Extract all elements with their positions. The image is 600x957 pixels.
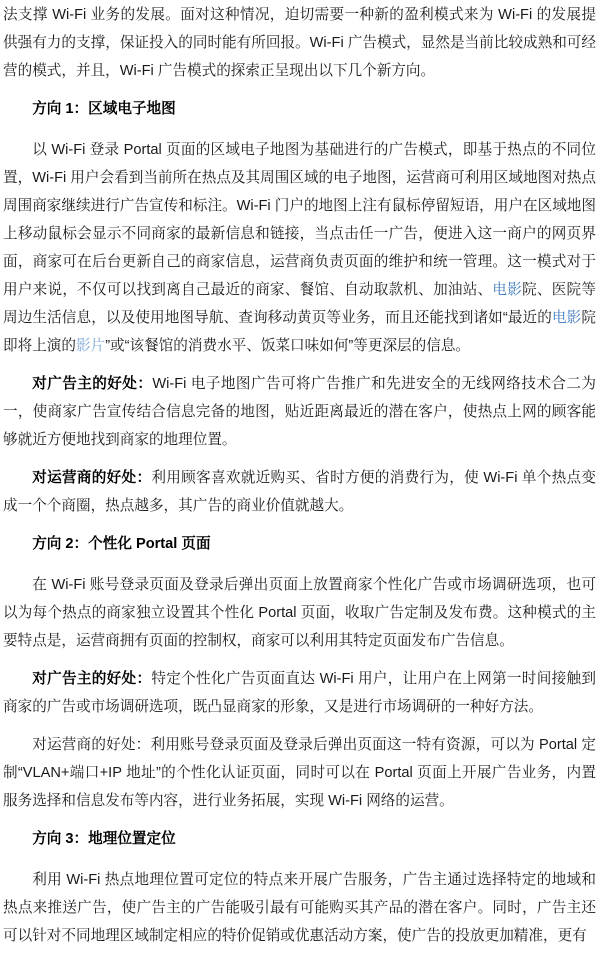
paragraph bbox=[3, 136, 596, 360]
paragraph bbox=[3, 665, 596, 721]
hyperlink[interactable]: 影片 bbox=[75, 338, 106, 354]
text-run: 法支撑 Wi-Fi 业务的发展。面对这种情况，迫切需要一种新的盈利模式来为 Wi-Fi 的发展提供强有力的支撑，保证投入的同时能有所回报。Wi-Fi 广告模式，显然是当前比较成熟和可经营的模式，并且，Wi-Fi 广告模式的探索正呈现出以下几个新方向。 bbox=[3, 7, 596, 79]
text-run: 特定个性化广告页面直达 Wi-Fi 用户，让用户在上网第一时间接触到商家的广告或市场调研选项，既凸显商家的形象，又是进行市场调研的一种好方法。 bbox=[3, 671, 596, 715]
text-run: Wi-Fi 电子地图广告可将广告推广和先进安全的无线网络技术合二为一，使商家广告宣传结合信息完备的地图，贴近距离最近的潜在客户，使热点上网的顾客能够就近方便地找到商家的地理位置。 bbox=[3, 376, 596, 448]
section-heading bbox=[3, 825, 596, 853]
paragraph bbox=[3, 571, 596, 655]
text-run: 以 Wi-Fi 登录 Portal 页面的区域电子地图为基础进行的广告模式，即基于热点的不同位置，Wi-Fi 用户会看到当前所在热点及其周围区域的电子地图，运营商可利用区域地图对热点周围商家继续进行广告宣传和标注。Wi-Fi 门户的地图上注有鼠标停留短语，用户在区域地图上移动鼠标会显示不同商家的最新信息和链接，当点击任一广告，便进入这一商户的网页界面，商家可在后台更新自己的商家信息，运营商负责页面的维护和统一管理。这一模式对于用户来说，不仅可以找到离自己最近的商家、餐馆、自动取款机、加油站、 bbox=[3, 142, 596, 298]
text-run: 院、医院等周边生活信息，以及使用地图导航、查询移动黄页等业务，而且还能找到诸如“最近的 bbox=[3, 282, 596, 326]
text-run: 利用顾客喜欢就近购买、省时方便的消费行为，使 Wi-Fi 单个热点变成一个个商圈，热点越多，其广告的商业价值就越大。 bbox=[3, 470, 596, 514]
bold-lead-in: 对运营商的好处： bbox=[32, 470, 152, 486]
paragraph bbox=[3, 731, 596, 815]
paragraph bbox=[3, 1, 596, 85]
text-run: 在 Wi-Fi 账号登录页面及登录后弹出页面上放置商家个性化广告或市场调研选项，也可以为每个热点的商家独立设置其个性化 Portal 页面，收取广告定制及发布费。这种模式的主要特点是，运营商拥有页面的控制权，商家可以利用其特定页面发布广告信息。 bbox=[3, 577, 596, 649]
text-run: 方向 3：地理位置定位 bbox=[32, 831, 176, 847]
paragraph bbox=[3, 370, 596, 454]
text-run: ”或“该餐馆的消费水平、饭菜口味如何”等更深层的信息。 bbox=[105, 338, 471, 354]
text-run: 方向 2：个性化 Portal 页面 bbox=[32, 536, 211, 552]
hyperlink[interactable]: 电影 bbox=[492, 282, 523, 298]
paragraph bbox=[3, 866, 596, 950]
document-body bbox=[3, 1, 596, 950]
paragraph bbox=[3, 464, 596, 520]
text-run: 院即将上演的 bbox=[3, 310, 596, 354]
text-run: 对运营商的好处：利用账号登录页面及登录后弹出页面这一特有资源，可以为 Portal 定制“VLAN+端口+IP 地址”的个性化认证页面，同时可以在 Portal 页面上开展广告业务，内置服务选择和信息发布等内容，进行业务拓展，实现 Wi-Fi 网络的运营。 bbox=[3, 737, 596, 809]
section-heading bbox=[3, 530, 596, 558]
hyperlink[interactable]: 电影 bbox=[551, 310, 582, 326]
text-run: 利用 Wi-Fi 热点地理位置可定位的特点来开展广告服务，广告主通过选择特定的地域和热点来推送广告，使广告主的广告能吸引最有可能购买其产品的潜在客户。同时，广告主还可以针对不同地理区域制定相应的特价促销或优惠活动方案，使广告的投放更加精准，更有 bbox=[3, 872, 596, 944]
text-run: 方向 1：区域电子地图 bbox=[32, 101, 176, 117]
bold-lead-in: 对广告主的好处： bbox=[32, 671, 152, 687]
bold-lead-in: 对广告主的好处： bbox=[32, 376, 153, 392]
section-heading bbox=[3, 95, 596, 123]
